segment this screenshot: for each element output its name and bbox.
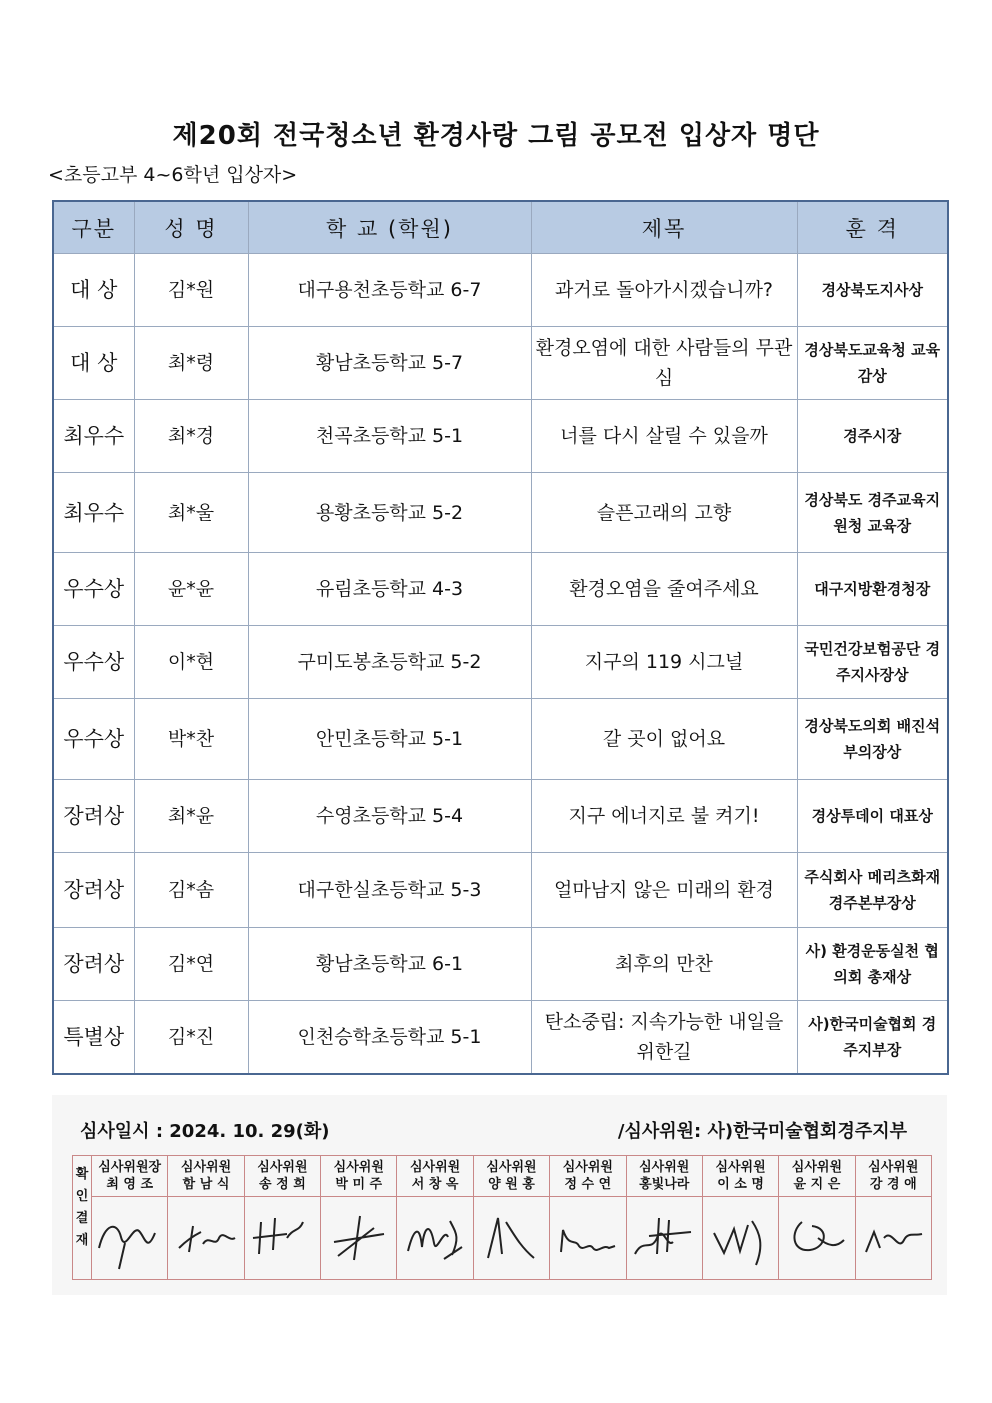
- table-row: [53, 699, 948, 780]
- row-category: 장려상: [53, 780, 134, 853]
- signature-mark: [95, 1203, 165, 1273]
- signature-mark: [324, 1208, 394, 1268]
- row-award: 사) 환경운동실천 협의회 총재상: [797, 928, 948, 1001]
- row-name: 윤*윤: [134, 553, 248, 626]
- judge-role: 심사위원: [868, 1160, 919, 1175]
- row-title: 갈 곳이 없어요: [531, 699, 797, 780]
- row-category: 장려상: [53, 853, 134, 928]
- row-award: 경상북도 경주교육지원청 교육장: [797, 473, 948, 553]
- section-subtitle: <초등고부 4~6학년 입상자>: [48, 164, 298, 186]
- row-category: 특별상: [53, 1001, 134, 1074]
- table-header-row: [53, 201, 948, 254]
- row-title: 환경오염에 대한 사람들의 무관심: [531, 327, 797, 400]
- judge-role: 심사위원: [639, 1160, 690, 1175]
- judge-name: 양 원 홍: [488, 1177, 535, 1192]
- row-name: 김*솜: [134, 853, 248, 928]
- judge-role: 심사위원: [791, 1160, 843, 1175]
- table-row: [53, 928, 948, 1001]
- row-title: 탄소중립: 지속가능한 내일을 위한길: [531, 1001, 797, 1074]
- row-name: 최*울: [134, 473, 248, 553]
- row-school: 황남초등학교 5-7: [248, 327, 531, 400]
- winners-table: [52, 200, 949, 1075]
- judge-role: 심사위원: [333, 1160, 384, 1175]
- judge-cell: [168, 1156, 244, 1197]
- row-award: 경상투데이 대표상: [797, 780, 948, 853]
- signature-cell: [550, 1197, 626, 1280]
- header-school: 학 교 (학원): [248, 201, 531, 254]
- signature-cell: [244, 1197, 320, 1280]
- table-row: [53, 327, 948, 400]
- judge-role: 심사위원: [180, 1160, 232, 1175]
- row-school: 천곡초등학교 5-1: [248, 400, 531, 473]
- header-category: 구분: [53, 201, 134, 254]
- signature-mark: [400, 1207, 470, 1269]
- judge-name: 윤 지 은: [793, 1177, 841, 1192]
- review-section: [52, 1095, 947, 1295]
- signature-cell: [779, 1197, 855, 1280]
- row-title: 환경오염을 줄여주세요: [531, 553, 797, 626]
- row-category: 최우수: [53, 473, 134, 553]
- row-award: 주식회사 메리츠화재 경주본부장상: [797, 853, 948, 928]
- approval-label: 확인결재: [73, 1156, 92, 1280]
- row-category: 우수상: [53, 553, 134, 626]
- row-name: 이*현: [134, 626, 248, 699]
- judge-cell: [855, 1156, 931, 1197]
- row-name: 김*원: [134, 254, 248, 327]
- table-row: [53, 473, 948, 553]
- row-school: 대구용천초등학교 6-7: [248, 254, 531, 327]
- judge-name: 최 영 조: [106, 1177, 154, 1192]
- row-name: 최*윤: [134, 780, 248, 853]
- judge-cell: [550, 1156, 626, 1197]
- signature-cell: [473, 1197, 549, 1280]
- signature-cell: [855, 1197, 931, 1280]
- judge-role: 심사위원: [562, 1160, 613, 1175]
- review-header: [80, 1117, 907, 1143]
- row-title: 얼마남지 않은 미래의 환경: [531, 853, 797, 928]
- judge-cell: [92, 1156, 168, 1197]
- signature-cell: [321, 1197, 397, 1280]
- row-award: 사)한국미술협회 경주지부장: [797, 1001, 948, 1074]
- judge-role: 심사위원: [715, 1160, 766, 1175]
- signature-mark: [247, 1208, 317, 1268]
- row-category: 우수상: [53, 626, 134, 699]
- row-name: 김*연: [134, 928, 248, 1001]
- table-row: [53, 853, 948, 928]
- signature-cell: [92, 1197, 168, 1280]
- table-row: [53, 780, 948, 853]
- judge-cell: [473, 1156, 549, 1197]
- judge-name: 박 미 주: [335, 1177, 383, 1192]
- table-row: [53, 1001, 948, 1074]
- judge-cell: [244, 1156, 320, 1197]
- signature-mark: [782, 1208, 852, 1268]
- review-date: 심사일시 : 2024. 10. 29(화): [80, 1121, 330, 1142]
- review-committee: /심사위원: 사)한국미술협회경주지부: [617, 1121, 907, 1142]
- judge-name: 서 창 옥: [411, 1177, 459, 1192]
- signature-mark: [171, 1208, 241, 1268]
- header-name: 성 명: [134, 201, 248, 254]
- row-name: 최*경: [134, 400, 248, 473]
- judge-cell: [702, 1156, 778, 1197]
- judges-sign-table: [72, 1155, 932, 1280]
- row-title: 지구 에너지로 불 켜기!: [531, 780, 797, 853]
- row-school: 수영초등학교 5-4: [248, 780, 531, 853]
- signature-mark: [706, 1207, 776, 1269]
- row-award: 대구지방환경청장: [797, 553, 948, 626]
- row-award: 경상북도교육청 교육감상: [797, 327, 948, 400]
- judge-name: 정 수 연: [564, 1177, 612, 1192]
- judge-cell: [779, 1156, 855, 1197]
- row-school: 인천승학초등학교 5-1: [248, 1001, 531, 1074]
- signature-mark: [476, 1208, 546, 1268]
- signature-mark: [629, 1208, 699, 1268]
- row-school: 유림초등학교 4-3: [248, 553, 531, 626]
- signature-cell: [702, 1197, 778, 1280]
- row-title: 지구의 119 시그널: [531, 626, 797, 699]
- row-award: 경상북도지사상: [797, 254, 948, 327]
- row-school: 용황초등학교 5-2: [248, 473, 531, 553]
- row-award: 국민건강보험공단 경주지사장상: [797, 626, 948, 699]
- judge-role: 심사위원장: [98, 1160, 162, 1175]
- signature-cell: [397, 1197, 473, 1280]
- row-school: 안민초등학교 5-1: [248, 699, 531, 780]
- signature-mark: [858, 1208, 928, 1268]
- judge-name: 함 남 식: [182, 1177, 230, 1192]
- judge-name: 강 경 애: [869, 1177, 917, 1192]
- judge-cell: [626, 1156, 702, 1197]
- row-school: 구미도봉초등학교 5-2: [248, 626, 531, 699]
- table-row: [53, 626, 948, 699]
- row-category: 장려상: [53, 928, 134, 1001]
- row-name: 박*찬: [134, 699, 248, 780]
- row-title: 최후의 만찬: [531, 928, 797, 1001]
- judge-cell: [321, 1156, 397, 1197]
- table-row: [53, 254, 948, 327]
- signature-mark: [553, 1208, 623, 1268]
- judge-cell: [397, 1156, 473, 1197]
- judge-role: 심사위원: [257, 1160, 308, 1175]
- header-title: 제목: [531, 201, 797, 254]
- judge-name: 송 정 희: [259, 1177, 306, 1192]
- row-name: 김*진: [134, 1001, 248, 1074]
- row-category: 대 상: [53, 327, 134, 400]
- row-award: 경상북도의회 배진석 부의장상: [797, 699, 948, 780]
- row-school: 대구한실초등학교 5-3: [248, 853, 531, 928]
- row-title: 과거로 돌아가시겠습니까?: [531, 254, 797, 327]
- judge-role: 심사위원: [486, 1160, 537, 1175]
- row-award: 경주시장: [797, 400, 948, 473]
- row-category: 대 상: [53, 254, 134, 327]
- row-school: 황남초등학교 6-1: [248, 928, 531, 1001]
- row-category: 최우수: [53, 400, 134, 473]
- signature-cell: [168, 1197, 244, 1280]
- judge-name: 이 소 명: [717, 1177, 764, 1192]
- signature-cell: [626, 1197, 702, 1280]
- page-title: 제20회 전국청소년 환경사랑 그림 공모전 입상자 명단: [172, 121, 820, 151]
- table-row: [53, 400, 948, 473]
- header-award: 훈 격: [797, 201, 948, 254]
- row-title: 너를 다시 살릴 수 있을까: [531, 400, 797, 473]
- row-name: 최*령: [134, 327, 248, 400]
- judge-name: 홍빛나라: [639, 1177, 690, 1192]
- row-title: 슬픈고래의 고향: [531, 473, 797, 553]
- judge-role: 심사위원: [410, 1160, 461, 1175]
- table-row: [53, 553, 948, 626]
- row-category: 우수상: [53, 699, 134, 780]
